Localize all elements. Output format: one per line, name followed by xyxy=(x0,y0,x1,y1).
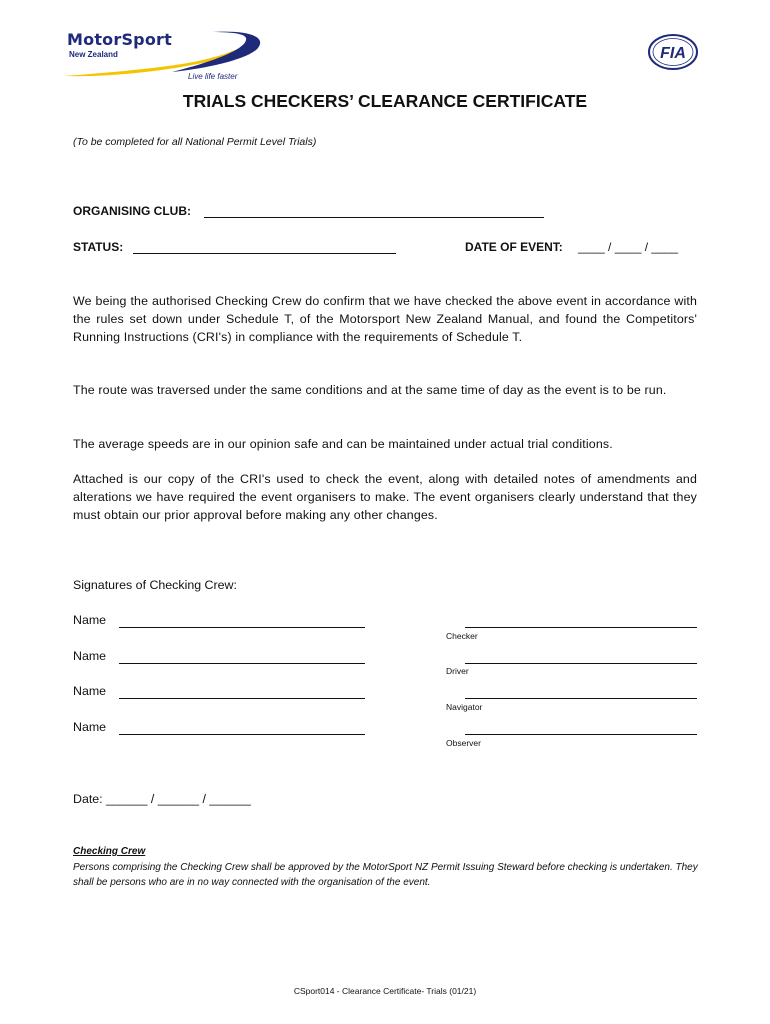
footer: CSport014 - Clearance Certificate- Trials (01/21) xyxy=(293,986,477,996)
role-label: Observer xyxy=(446,738,481,748)
notes-heading: Checking Crew xyxy=(73,846,146,857)
page-title: TRIALS CHECKERS’ CLEARANCE CERTIFICATE xyxy=(182,91,588,111)
date-of-event-blanks[interactable]: ____ / ____ / ____ xyxy=(578,240,679,254)
name-line[interactable] xyxy=(119,663,365,664)
motorsport-nz-logo xyxy=(62,26,272,84)
fia-logo xyxy=(647,33,699,71)
organising-club-label: ORGANISING CLUB: xyxy=(73,204,191,218)
logo-subtitle: New Zealand xyxy=(69,50,118,59)
role-label: Driver xyxy=(446,666,469,676)
page-subtitle: (To be completed for all National Permit Level Trials) xyxy=(73,136,317,148)
paragraph-route: The route was traversed under the same conditions and at the same time of day as the event is to be run. xyxy=(73,383,667,397)
paragraph-attached: Attached is our copy of the CRI's used to check the event, along with detailed notes of amendments and alterations we have required the event organisers to make. The event organisers clearly understand that they must obtain our prior approval before making any other changes. xyxy=(73,472,697,522)
name-label: Name xyxy=(73,684,107,698)
name-label: Name xyxy=(73,720,107,734)
paragraph-speeds: The average speeds are in our opinion safe and can be maintained under actual trial conditions. xyxy=(73,437,613,451)
status-line[interactable] xyxy=(133,253,396,254)
notes-body: Persons comprising the Checking Crew shall be approved by the MotorSport NZ Permit Issuing Steward before checking is undertaken. They shall be persons who are in no way connected with the organisation of the event. xyxy=(73,862,698,888)
logo-name: MotorSport xyxy=(67,30,172,49)
role-label: Checker xyxy=(446,631,478,641)
signature-line[interactable] xyxy=(465,663,697,664)
role-label: Navigator xyxy=(446,702,483,712)
fia-emblem-icon xyxy=(647,33,699,71)
name-label: Name xyxy=(73,649,107,663)
signature-line[interactable] xyxy=(465,734,697,735)
name-line[interactable] xyxy=(119,627,365,628)
date-of-event-label: DATE OF EVENT: xyxy=(465,240,563,254)
organising-club-line[interactable] xyxy=(204,217,544,218)
name-label: Name xyxy=(73,613,107,627)
name-line[interactable] xyxy=(119,734,365,735)
paragraph-confirmation: We being the authorised Checking Crew do confirm that we have checked the above event in accordance with the rules set down under Schedule T, of the Motorsport New Zealand Manual, and found the Competitors' Running Instructions (CRI's) in compliance with the requirements of Schedule T. xyxy=(73,294,697,344)
signature-line[interactable] xyxy=(465,627,697,628)
fia-logo-text: FIA xyxy=(660,45,686,62)
date-field[interactable]: Date: ______ / ______ / ______ xyxy=(73,792,251,806)
name-line[interactable] xyxy=(119,698,365,699)
logo-tagline: Live life faster xyxy=(188,72,238,81)
signatures-title: Signatures of Checking Crew: xyxy=(73,578,237,592)
status-label: STATUS: xyxy=(73,240,124,254)
signature-line[interactable] xyxy=(465,698,697,699)
